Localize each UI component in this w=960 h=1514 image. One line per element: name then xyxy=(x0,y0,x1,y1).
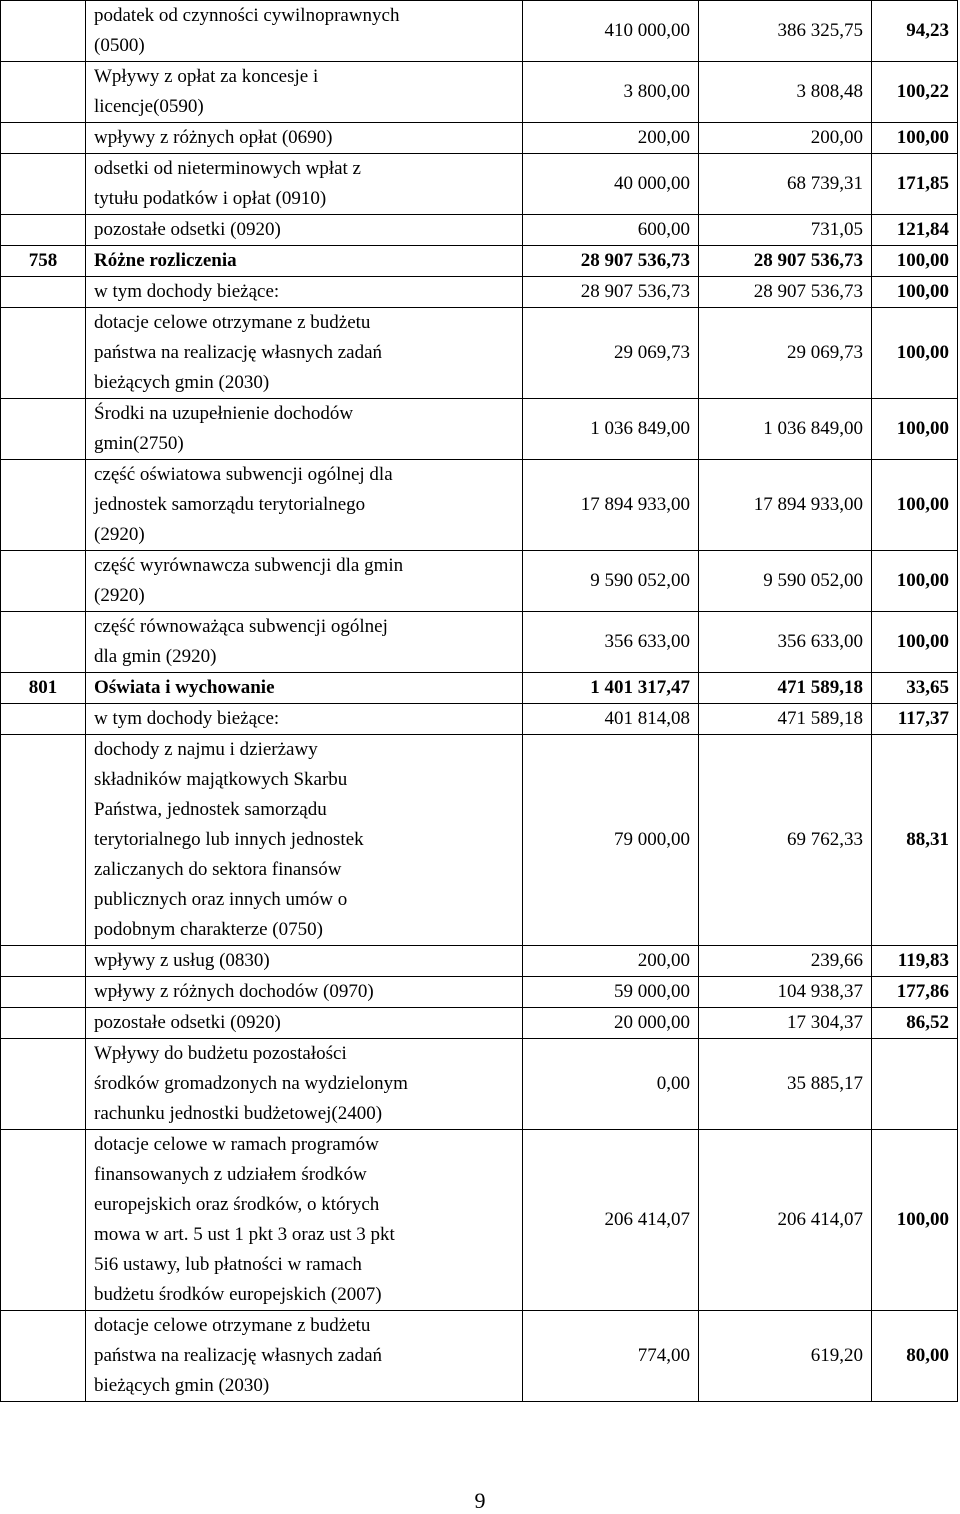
description-line: (0500) xyxy=(94,35,145,56)
section-code-cell xyxy=(1,1130,86,1311)
table-row xyxy=(1,215,958,246)
section-row xyxy=(1,673,958,704)
description-line: gmin(2750) xyxy=(94,433,184,454)
plan-amount-cell: 1 401 317,47 xyxy=(523,673,699,704)
table-row xyxy=(1,1039,958,1130)
description-line: odsetki od nieterminowych wpłat z xyxy=(94,158,361,179)
description-line: Wpływy z opłat za koncesje i xyxy=(94,66,319,87)
description-line: w tym dochody bieżące: xyxy=(94,708,280,729)
description-cell xyxy=(86,735,523,946)
description-line: część wyrównawcza subwencji dla gmin xyxy=(94,555,404,576)
description-line: finansowanych z udziałem środków xyxy=(94,1164,367,1185)
section-code-cell xyxy=(1,977,86,1008)
description-cell xyxy=(86,123,523,154)
description-cell xyxy=(86,399,523,460)
plan-amount-cell: 410 000,00 xyxy=(523,1,699,62)
section-code-cell xyxy=(1,460,86,551)
description-cell xyxy=(86,551,523,612)
description-line: wpływy z usług (0830) xyxy=(94,950,270,971)
executed-amount-cell: 28 907 536,73 xyxy=(699,246,872,277)
plan-amount-cell: 774,00 xyxy=(523,1311,699,1402)
description-line: dotacje celowe otrzymane z budżetu xyxy=(94,1315,371,1336)
percent-cell: 117,37 xyxy=(872,704,958,735)
description-line: dla gmin (2920) xyxy=(94,646,217,667)
executed-amount-cell: 17 894 933,00 xyxy=(699,460,872,551)
section-code-cell xyxy=(1,215,86,246)
executed-amount-cell: 731,05 xyxy=(699,215,872,246)
executed-amount-cell: 356 633,00 xyxy=(699,612,872,673)
description-line: publicznych oraz innych umów o xyxy=(94,889,348,910)
description-line: tytułu podatków i opłat (0910) xyxy=(94,188,327,209)
description-line: państwa na realizację własnych zadań xyxy=(94,1345,383,1366)
plan-amount-cell: 9 590 052,00 xyxy=(523,551,699,612)
percent-cell: 171,85 xyxy=(872,154,958,215)
description-cell xyxy=(86,62,523,123)
table-row xyxy=(1,551,958,612)
table-row xyxy=(1,154,958,215)
table-row xyxy=(1,460,958,551)
description-line: dochody z najmu i dzierżawy xyxy=(94,739,318,760)
description-line: Środki na uzupełnienie dochodów xyxy=(94,403,354,424)
description-line: zaliczanych do sektora finansów xyxy=(94,859,342,880)
table-row xyxy=(1,704,958,735)
description-line: składników majątkowych Skarbu xyxy=(94,769,348,790)
percent-cell: 119,83 xyxy=(872,946,958,977)
table-row xyxy=(1,123,958,154)
executed-amount-cell: 69 762,33 xyxy=(699,735,872,946)
section-code-cell: 758 xyxy=(1,246,86,277)
percent-cell: 121,84 xyxy=(872,215,958,246)
section-code-cell xyxy=(1,308,86,399)
executed-amount-cell: 28 907 536,73 xyxy=(699,277,872,308)
description-cell xyxy=(86,946,523,977)
percent-cell: 100,00 xyxy=(872,399,958,460)
table-row xyxy=(1,277,958,308)
description-line: Państwa, jednostek samorządu xyxy=(94,799,327,820)
plan-amount-cell: 20 000,00 xyxy=(523,1008,699,1039)
description-line: licencje(0590) xyxy=(94,96,204,117)
plan-amount-cell: 3 800,00 xyxy=(523,62,699,123)
section-code-cell xyxy=(1,612,86,673)
section-code-cell xyxy=(1,946,86,977)
executed-amount-cell: 386 325,75 xyxy=(699,1,872,62)
table-row xyxy=(1,1130,958,1311)
table-row xyxy=(1,62,958,123)
plan-amount-cell: 29 069,73 xyxy=(523,308,699,399)
description-line: dotacje celowe otrzymane z budżetu xyxy=(94,312,371,333)
plan-amount-cell: 28 907 536,73 xyxy=(523,277,699,308)
percent-cell: 88,31 xyxy=(872,735,958,946)
description-line: państwa na realizację własnych zadań xyxy=(94,342,383,363)
description-line: (2920) xyxy=(94,524,145,545)
description-cell xyxy=(86,308,523,399)
executed-amount-cell: 9 590 052,00 xyxy=(699,551,872,612)
section-code-cell xyxy=(1,123,86,154)
percent-cell: 100,00 xyxy=(872,460,958,551)
plan-amount-cell: 28 907 536,73 xyxy=(523,246,699,277)
plan-amount-cell: 200,00 xyxy=(523,946,699,977)
percent-cell: 100,00 xyxy=(872,1130,958,1311)
description-line: rachunku jednostki budżetowej(2400) xyxy=(94,1103,383,1124)
description-cell xyxy=(86,612,523,673)
description-cell xyxy=(86,277,523,308)
percent-cell: 100,00 xyxy=(872,123,958,154)
section-code-cell xyxy=(1,62,86,123)
description-line: pozostałe odsetki (0920) xyxy=(94,219,281,240)
description-line: jednostek samorządu terytorialnego xyxy=(94,494,366,515)
table-body xyxy=(1,1,958,1402)
executed-amount-cell: 104 938,37 xyxy=(699,977,872,1008)
section-code-cell xyxy=(1,399,86,460)
plan-amount-cell: 17 894 933,00 xyxy=(523,460,699,551)
executed-amount-cell: 239,66 xyxy=(699,946,872,977)
description-line: podobnym charakterze (0750) xyxy=(94,919,323,940)
description-line: bieżących gmin (2030) xyxy=(94,372,270,393)
section-code-cell xyxy=(1,1,86,62)
table-row xyxy=(1,308,958,399)
percent-cell: 100,00 xyxy=(872,308,958,399)
description-cell xyxy=(86,673,523,704)
executed-amount-cell: 619,20 xyxy=(699,1311,872,1402)
section-code-cell xyxy=(1,735,86,946)
percent-cell: 86,52 xyxy=(872,1008,958,1039)
description-line: dotacje celowe w ramach programów xyxy=(94,1134,379,1155)
section-code-cell: 801 xyxy=(1,673,86,704)
description-cell xyxy=(86,154,523,215)
executed-amount-cell: 200,00 xyxy=(699,123,872,154)
description-line: (2920) xyxy=(94,585,145,606)
description-line: Różne rozliczenia xyxy=(94,250,237,271)
section-code-cell xyxy=(1,1039,86,1130)
plan-amount-cell: 356 633,00 xyxy=(523,612,699,673)
description-line: wpływy z różnych opłat (0690) xyxy=(94,127,333,148)
section-code-cell xyxy=(1,1008,86,1039)
percent-cell: 100,22 xyxy=(872,62,958,123)
description-line: podatek od czynności cywilnoprawnych xyxy=(94,5,400,26)
plan-amount-cell: 401 814,08 xyxy=(523,704,699,735)
description-line: terytorialnego lub innych jednostek xyxy=(94,829,364,850)
percent-cell xyxy=(872,1039,958,1130)
executed-amount-cell: 471 589,18 xyxy=(699,704,872,735)
description-cell xyxy=(86,246,523,277)
description-cell xyxy=(86,704,523,735)
description-line: budżetu środków europejskich (2007) xyxy=(94,1284,382,1305)
description-line: wpływy z różnych dochodów (0970) xyxy=(94,981,374,1002)
percent-cell: 80,00 xyxy=(872,1311,958,1402)
description-line: europejskich oraz środków, o których xyxy=(94,1194,380,1215)
plan-amount-cell: 79 000,00 xyxy=(523,735,699,946)
description-line: Oświata i wychowanie xyxy=(94,677,275,698)
table-row xyxy=(1,735,958,946)
plan-amount-cell: 206 414,07 xyxy=(523,1130,699,1311)
table-row xyxy=(1,977,958,1008)
plan-amount-cell: 1 036 849,00 xyxy=(523,399,699,460)
description-cell xyxy=(86,1,523,62)
percent-cell: 100,00 xyxy=(872,246,958,277)
section-code-cell xyxy=(1,704,86,735)
plan-amount-cell: 40 000,00 xyxy=(523,154,699,215)
description-cell xyxy=(86,1039,523,1130)
percent-cell: 100,00 xyxy=(872,612,958,673)
table-row xyxy=(1,612,958,673)
table-row xyxy=(1,1008,958,1039)
description-cell xyxy=(86,1130,523,1311)
executed-amount-cell: 1 036 849,00 xyxy=(699,399,872,460)
description-cell xyxy=(86,977,523,1008)
table-row xyxy=(1,1,958,62)
description-line: część równoważąca subwencji ogólnej xyxy=(94,616,388,637)
description-cell xyxy=(86,1311,523,1402)
page-number: 9 xyxy=(474,1488,486,1513)
table-row xyxy=(1,399,958,460)
percent-cell: 177,86 xyxy=(872,977,958,1008)
percent-cell: 33,65 xyxy=(872,673,958,704)
table-row xyxy=(1,946,958,977)
section-code-cell xyxy=(1,277,86,308)
description-line: mowa w art. 5 ust 1 pkt 3 oraz ust 3 pkt xyxy=(94,1224,395,1245)
table-row xyxy=(1,1311,958,1402)
plan-amount-cell: 200,00 xyxy=(523,123,699,154)
executed-amount-cell: 471 589,18 xyxy=(699,673,872,704)
description-line: Wpływy do budżetu pozostałości xyxy=(94,1043,347,1064)
description-cell xyxy=(86,215,523,246)
executed-amount-cell: 206 414,07 xyxy=(699,1130,872,1311)
plan-amount-cell: 0,00 xyxy=(523,1039,699,1130)
percent-cell: 100,00 xyxy=(872,277,958,308)
description-line: w tym dochody bieżące: xyxy=(94,281,280,302)
section-row xyxy=(1,246,958,277)
section-code-cell xyxy=(1,154,86,215)
description-line: część oświatowa subwencji ogólnej dla xyxy=(94,464,393,485)
section-code-cell xyxy=(1,1311,86,1402)
executed-amount-cell: 3 808,48 xyxy=(699,62,872,123)
percent-cell: 94,23 xyxy=(872,1,958,62)
description-cell xyxy=(86,1008,523,1039)
executed-amount-cell: 35 885,17 xyxy=(699,1039,872,1130)
description-line: 5i6 ustawy, lub płatności w ramach xyxy=(94,1254,362,1275)
section-code-cell xyxy=(1,551,86,612)
description-line: środków gromadzonych na wydzielonym xyxy=(94,1073,408,1094)
percent-cell: 100,00 xyxy=(872,551,958,612)
executed-amount-cell: 68 739,31 xyxy=(699,154,872,215)
executed-amount-cell: 29 069,73 xyxy=(699,308,872,399)
description-line: pozostałe odsetki (0920) xyxy=(94,1012,281,1033)
plan-amount-cell: 600,00 xyxy=(523,215,699,246)
description-cell xyxy=(86,460,523,551)
executed-amount-cell: 17 304,37 xyxy=(699,1008,872,1039)
description-line: bieżących gmin (2030) xyxy=(94,1375,270,1396)
plan-amount-cell: 59 000,00 xyxy=(523,977,699,1008)
